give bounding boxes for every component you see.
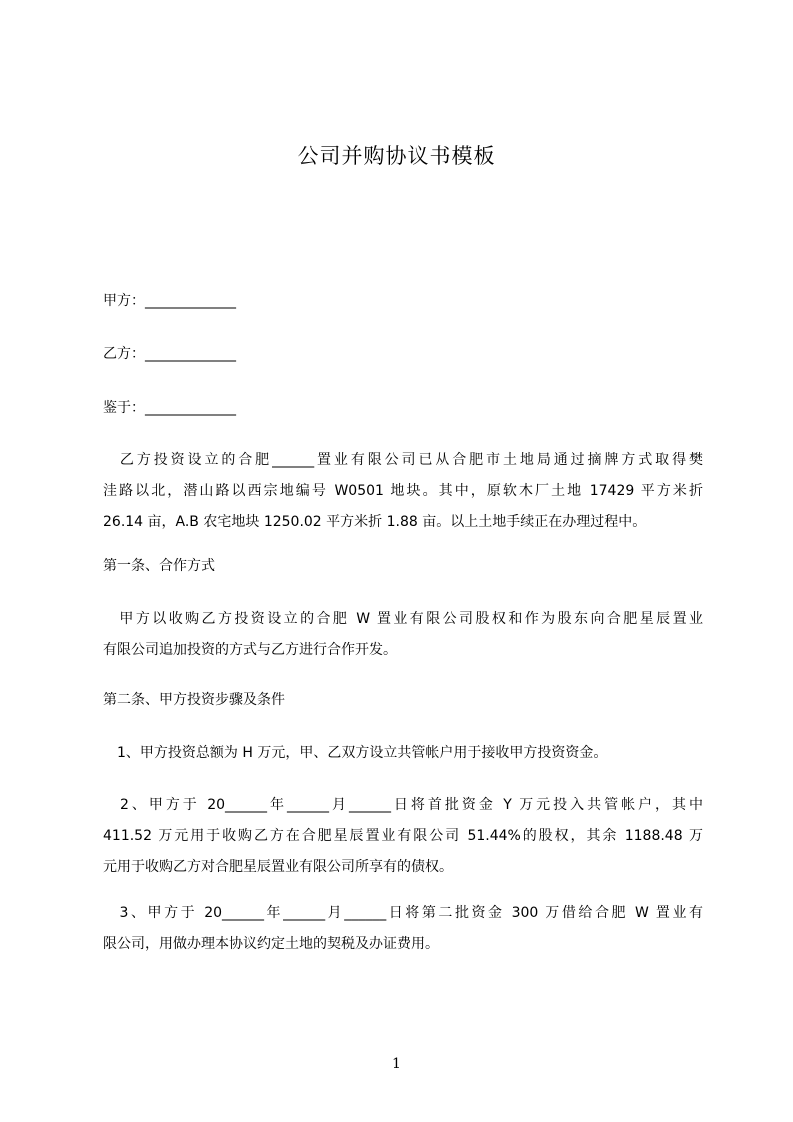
party-b-line: 乙方：_____________ xyxy=(103,346,236,362)
intro-line: 洼路以北，潜山路以西宗地编号 W0501 地块。其中，原软木厂土地 17429 平方米折 xyxy=(103,483,703,499)
clause-3-line: 3、甲方于 20______年______月______日将第二批资金 300 万借给合肥 W 置业有 xyxy=(103,905,703,921)
clause-2-line: 411.52 万元用于收购乙方在合肥星辰置业有限公司 51.44%的股权，其余 1188.48 万 xyxy=(103,828,703,844)
clause-3-line: 限公司，用做办理本协议约定土地的契税及办证费用。 xyxy=(103,936,439,952)
intro-paragraph xyxy=(103,445,703,538)
document-title: 公司并购协议书模板 xyxy=(297,144,496,168)
clause-2-line: 2、甲方于 20______年______月______日将首批资金 Y 万元投入共管帐户，其中 xyxy=(103,797,703,813)
party-a-line: 甲方：_____________ xyxy=(103,293,236,309)
clause-1: 1、甲方投资总额为 H 万元，甲、乙双方设立共管帐户用于接收甲方投资资金。 xyxy=(103,745,608,761)
whereas-line: 鉴于：_____________ xyxy=(103,400,236,416)
article-1-line: 甲方以收购乙方投资设立的合肥 W 置业有限公司股权和作为股东向合肥星辰置业 xyxy=(103,611,703,627)
article-1-line: 有限公司追加投资的方式与乙方进行合作开发。 xyxy=(103,642,397,658)
article-1-heading: 第一条、合作方式 xyxy=(103,558,215,574)
intro-line: 乙方投资设立的合肥______置业有限公司已从合肥市土地局通过摘牌方式取得樊 xyxy=(103,452,703,468)
clause-2-line: 元用于收购乙方对合肥星辰置业有限公司所享有的债权。 xyxy=(103,859,453,875)
article-1-paragraph xyxy=(103,604,703,666)
page-number: 1 xyxy=(392,1056,401,1072)
clause-3-paragraph xyxy=(103,898,703,960)
article-2-heading: 第二条、甲方投资步骤及条件 xyxy=(103,692,285,708)
clause-2-paragraph xyxy=(103,790,703,883)
intro-line: 26.14 亩，A.B 农宅地块 1250.02 平方米折 1.88 亩。以上土地手续正在办理过程中。 xyxy=(103,514,647,530)
